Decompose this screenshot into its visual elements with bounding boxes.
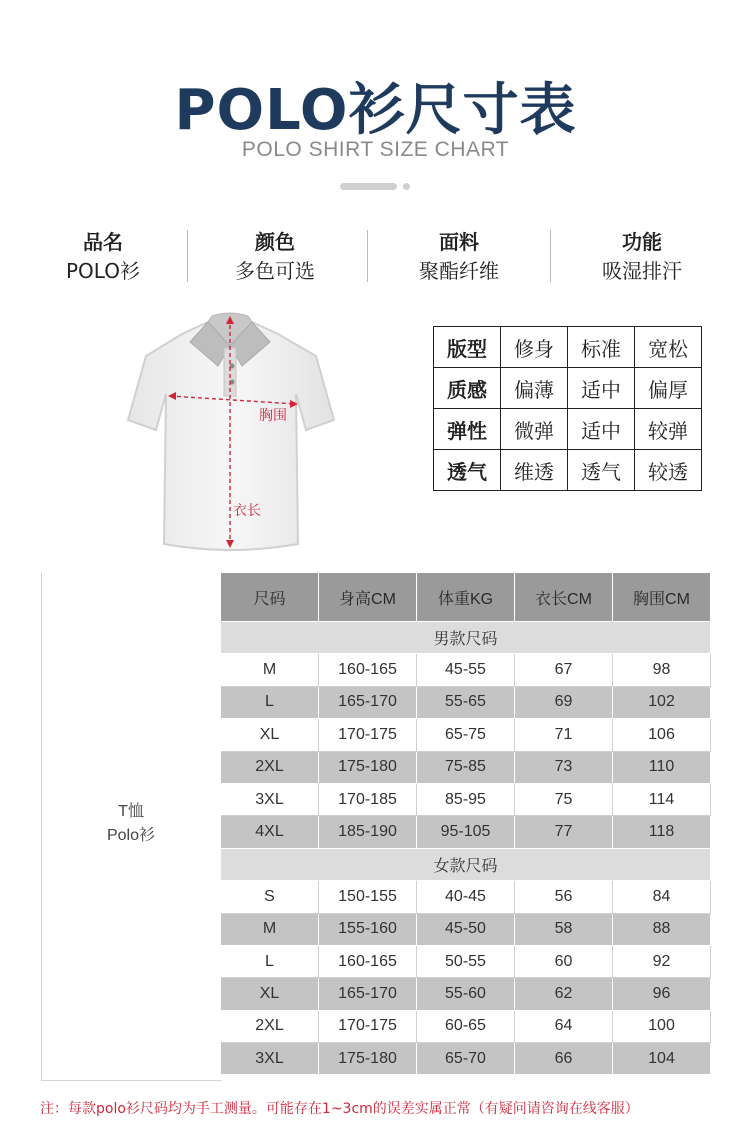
table-cell: 106	[613, 719, 711, 751]
table-cell: 185-190	[319, 816, 417, 848]
attribute-value: 多色可选	[235, 259, 315, 283]
header-cell: 体重KG	[417, 573, 515, 622]
table-row	[221, 945, 711, 977]
table-cell: 114	[613, 783, 711, 815]
page-subtitle: POLO SHIRT SIZE CHART	[241, 138, 510, 161]
table-cell: 58	[515, 913, 613, 945]
footnote: 注：每款polo衫尺码均为手工测量。可能存在1~3cm的误差实属正常（有疑问请咨询在线客服）	[40, 1101, 639, 1117]
page-title: POLO衫尺寸表	[174, 78, 577, 143]
table-cell: 88	[613, 913, 711, 945]
table-cell: 170-175	[319, 1010, 417, 1042]
polo-shirt-diagram	[120, 312, 340, 557]
fit-cell: 维透	[501, 450, 568, 491]
table-cell: 55-65	[417, 686, 515, 718]
table-cell: 69	[515, 686, 613, 718]
divider-dot	[403, 183, 410, 190]
table-cell: 170-185	[319, 783, 417, 815]
fit-row	[434, 409, 702, 450]
men-rows	[221, 654, 711, 848]
header-cell: 衣长CM	[515, 573, 613, 622]
category-label	[41, 800, 221, 848]
table-cell: 77	[515, 816, 613, 848]
attribute-divider	[550, 230, 551, 282]
table-cell: 84	[613, 881, 711, 913]
table-cell: 160-165	[319, 945, 417, 977]
table-cell: 40-45	[417, 881, 515, 913]
table-cell: 175-180	[319, 751, 417, 783]
size-table	[221, 573, 711, 1075]
table-row	[221, 751, 711, 783]
women-rows	[221, 881, 711, 1075]
table-cell: 75	[515, 783, 613, 815]
fit-cell: 透气	[568, 450, 635, 491]
fit-row	[434, 450, 702, 491]
table-row	[221, 1043, 711, 1075]
header-cell: 尺码	[221, 573, 319, 622]
table-cell: 95-105	[417, 816, 515, 848]
attribute-divider	[367, 230, 368, 282]
table-cell: 98	[613, 654, 711, 686]
fit-table	[433, 326, 702, 491]
table-row	[221, 1010, 711, 1042]
table-row	[221, 654, 711, 686]
table-cell: S	[221, 881, 319, 913]
table-cell: 60	[515, 945, 613, 977]
table-row	[221, 783, 711, 815]
table-cell: 85-95	[417, 783, 515, 815]
fit-cell: 质感	[434, 368, 501, 409]
table-cell: 100	[613, 1010, 711, 1042]
table-cell: 65-70	[417, 1043, 515, 1075]
table-cell: 67	[515, 654, 613, 686]
table-row	[221, 816, 711, 848]
table-cell: L	[221, 945, 319, 977]
category-line: T恤	[118, 803, 144, 820]
table-cell: M	[221, 913, 319, 945]
table-cell: 4XL	[221, 816, 319, 848]
table-cell: 56	[515, 881, 613, 913]
fit-cell: 较透	[635, 450, 702, 491]
table-cell: 104	[613, 1043, 711, 1075]
fit-cell: 偏薄	[501, 368, 568, 409]
fit-cell: 微弹	[501, 409, 568, 450]
section-row	[221, 622, 711, 654]
table-cell: 65-75	[417, 719, 515, 751]
table-row	[221, 719, 711, 751]
size-header-row	[221, 573, 711, 622]
header-cell: 胸围CM	[613, 573, 711, 622]
table-row	[221, 686, 711, 718]
table-cell: XL	[221, 978, 319, 1010]
fit-cell: 弹性	[434, 409, 501, 450]
fit-cell: 适中	[568, 368, 635, 409]
table-cell: 102	[613, 686, 711, 718]
table-cell: 75-85	[417, 751, 515, 783]
table-cell: 175-180	[319, 1043, 417, 1075]
attribute-function	[557, 228, 727, 286]
fit-cell: 宽松	[635, 327, 702, 368]
table-cell: 3XL	[221, 1043, 319, 1075]
table-cell: 2XL	[221, 1010, 319, 1042]
table-cell: 96	[613, 978, 711, 1010]
women-section-title: 女款尺码	[221, 848, 711, 880]
table-cell: 66	[515, 1043, 613, 1075]
table-cell: L	[221, 686, 319, 718]
table-cell: 110	[613, 751, 711, 783]
table-cell: 150-155	[319, 881, 417, 913]
table-cell: 170-175	[319, 719, 417, 751]
men-section-title: 男款尺码	[221, 622, 711, 654]
fit-cell: 标准	[568, 327, 635, 368]
table-cell: 50-55	[417, 945, 515, 977]
table-cell: 64	[515, 1010, 613, 1042]
table-row	[221, 978, 711, 1010]
chest-label: 胸围	[259, 408, 287, 424]
table-cell: 45-55	[417, 654, 515, 686]
fit-row	[434, 327, 702, 368]
attribute-value: 聚酯纤维	[419, 259, 499, 283]
attribute-divider	[187, 230, 188, 282]
fit-cell: 适中	[568, 409, 635, 450]
table-cell: 60-65	[417, 1010, 515, 1042]
attribute-key: 品名	[83, 230, 123, 254]
table-cell: 62	[515, 978, 613, 1010]
fit-cell: 偏厚	[635, 368, 702, 409]
divider-pill	[340, 183, 397, 190]
table-cell: 55-60	[417, 978, 515, 1010]
fit-cell: 透气	[434, 450, 501, 491]
table-cell: 71	[515, 719, 613, 751]
fit-cell: 较弹	[635, 409, 702, 450]
attribute-value: 吸湿排汗	[602, 259, 682, 283]
fit-row	[434, 368, 702, 409]
table-cell: 155-160	[319, 913, 417, 945]
table-cell: 3XL	[221, 783, 319, 815]
table-cell: 2XL	[221, 751, 319, 783]
section-row	[221, 848, 711, 880]
table-cell: XL	[221, 719, 319, 751]
attribute-name	[18, 228, 188, 286]
table-cell: 73	[515, 751, 613, 783]
category-line: Polo衫	[106, 827, 156, 844]
table-row	[221, 881, 711, 913]
table-cell: 45-50	[417, 913, 515, 945]
table-cell: 165-170	[319, 686, 417, 718]
table-cell: M	[221, 654, 319, 686]
attribute-key: 面料	[439, 230, 479, 254]
attribute-color	[190, 228, 360, 286]
attribute-fabric	[374, 228, 544, 286]
table-cell: 165-170	[319, 978, 417, 1010]
table-row	[221, 913, 711, 945]
attribute-key: 颜色	[255, 230, 295, 254]
fit-cell: 修身	[501, 327, 568, 368]
attribute-key: 功能	[622, 230, 662, 254]
length-label: 衣长	[233, 503, 261, 519]
fit-cell: 版型	[434, 327, 501, 368]
header-cell: 身高CM	[319, 573, 417, 622]
attribute-value: POLO衫	[66, 259, 140, 283]
table-cell: 160-165	[319, 654, 417, 686]
table-cell: 92	[613, 945, 711, 977]
table-cell: 118	[613, 816, 711, 848]
